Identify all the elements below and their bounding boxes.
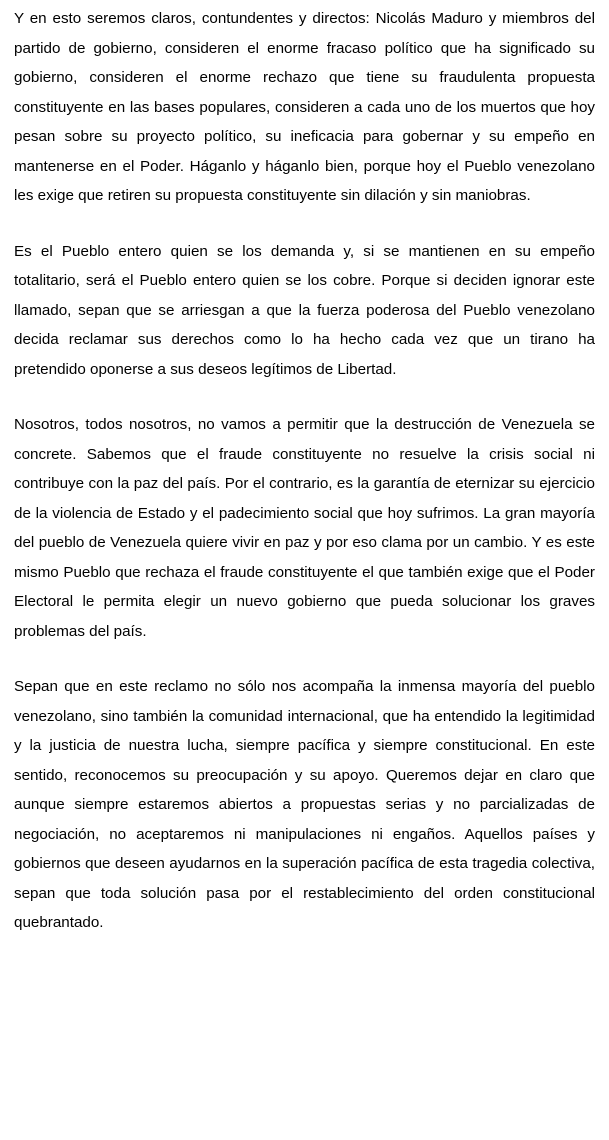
paragraph: Y en esto seremos claros, contundentes y directos: Nicolás Maduro y miembros del partido de gobierno, consideren el enorme fracaso político que ha significado su gobierno, consideren el enorme rechazo que tiene su fraudulenta propuesta constituyente en las bases populares, consideren a cada uno de los muertos que hoy pesan sobre su proyecto político, su ineficacia para gobernar y su empeño en mantenerse en el Poder. Háganlo y háganlo bien, porque hoy el Pueblo venezolano les exige que retiren su propuesta constituyente sin dilación y sin maniobras. [14,10,595,204]
paragraph: Nosotros, todos nosotros, no vamos a permitir que la destrucción de Venezuela se concrete. Sabemos que el fraude constituyente no resuelve la crisis social ni contribuye con la paz del país. Por el contrario, es la garantía de eternizar su ejercicio de la violencia de Estado y el padecimiento social que hoy sufrimos. La gran mayoría del pueblo de Venezuela quiere vivir en paz y por eso clama por un cambio. Y es este mismo Pueblo que rechaza el fraude constituyente el que también exige que el Poder Electoral le permita elegir un nuevo gobierno que pueda solucionar los graves problemas del país. [14,416,595,640]
paragraph: Sepan que en este reclamo no sólo nos acompaña la inmensa mayoría del pueblo venezolano, sino también la comunidad internacional, que ha entendido la legitimidad y la justicia de nuestra lucha, siempre pacífica y siempre constitucional. En este sentido, reconocemos su preocupación y su apoyo. Queremos dejar en claro que aunque siempre estaremos abiertos a propuestas serias y no parcializadas de negociación, no aceptaremos ni manipulaciones ni engaños. Aquellos países y gobiernos que deseen ayudarnos en la superación pacífica de esta tragedia colectiva, sepan que toda solución pasa por el restablecimiento del orden constitucional quebrantado. [14,678,595,931]
paragraph: Es el Pueblo entero quien se los demanda y, si se mantienen en su empeño totalitario, será el Pueblo entero quien se los cobre. Porque si deciden ignorar este llamado, sepan que se arriesgan a que la fuerza poderosa del Pueblo venezolano decida reclamar sus derechos como lo ha hecho cada vez que un tirano ha pretendido oponerse a sus deseos legítimos de Libertad. [14,242,595,378]
